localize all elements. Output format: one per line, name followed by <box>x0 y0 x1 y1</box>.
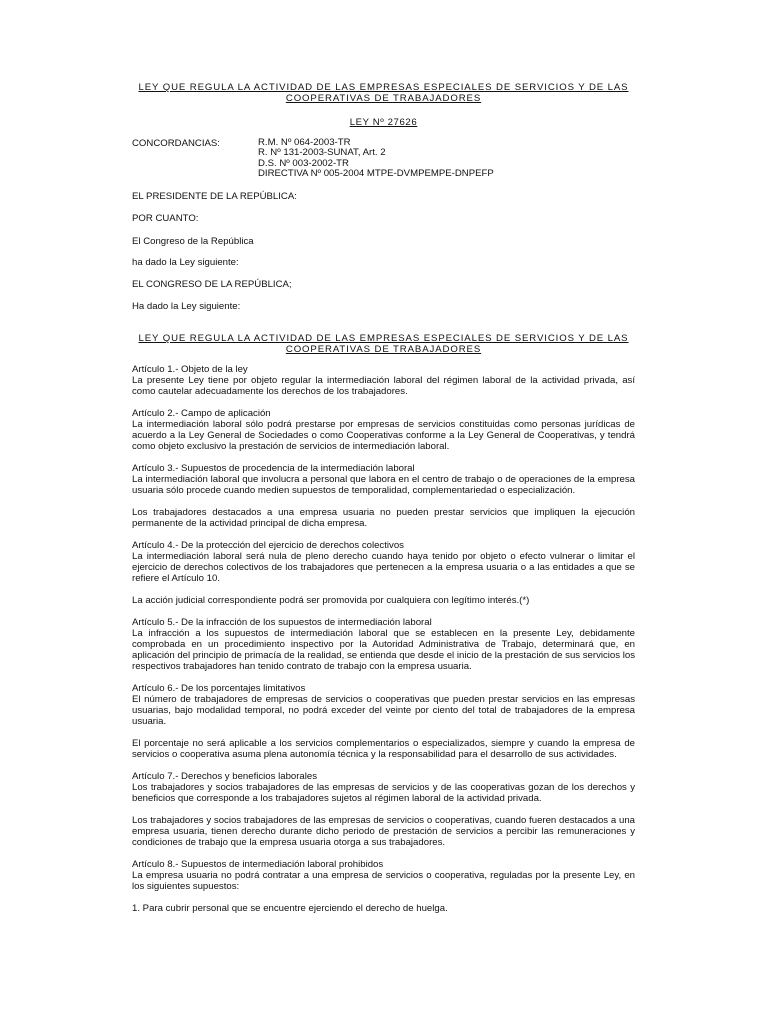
article-4-text-2: La acción judicial correspondiente podrá ser promovida por cualquiera con legítimo interés.(*) <box>132 595 530 606</box>
preamble-ha-dado-2: Ha dado la Ley siguiente: <box>132 301 241 312</box>
concordancias <box>132 138 635 179</box>
article-4-heading: Artículo 4.- De la protección del ejercicio de derechos colectivos <box>132 540 404 551</box>
article-8-heading: Artículo 8.- Supuestos de intermediación laboral prohibidos <box>132 859 384 870</box>
article-2-heading: Artículo 2.- Campo de aplicación <box>132 408 271 419</box>
article-1-text: La presente Ley tiene por objeto regular la intermediación laboral del régimen laboral de la actividad privada, así como cautelar adecuadamente los derechos de los trabajadores. <box>132 375 635 397</box>
article-3-heading: Artículo 3.- Supuestos de procedencia de la intermediación laboral <box>132 463 415 474</box>
preamble-congreso: El Congreso de la República <box>132 236 254 247</box>
preamble-por-cuanto: POR CUANTO: <box>132 213 199 224</box>
article-5-text: La infracción a los supuestos de intermediación laboral que se establecen en la presente Ley, debidamente comprobada en un procedimiento inspectivo por la Autoridad Administrativa de Trabajo, determinará que, en aplicación del principio de primacía de la realidad, se entienda que desde el inicio de la prestación de sus servicios los respectivos trabajadores han tenido contrato de trabajo con la empresa usuaria. <box>132 628 635 672</box>
article-2-text: La intermediación laboral sólo podrá prestarse por empresas de servicios constituidas como personas jurídicas de acuerdo a la Ley General de Sociedades o como Cooperativas conforme a la Ley General de Cooperativas, y tendrá como objeto exclusivo la prestación de servicios de intermediación laboral. <box>132 419 635 452</box>
preamble-congreso-caps: EL CONGRESO DE LA REPÚBLICA; <box>132 279 292 290</box>
preamble-presidente: EL PRESIDENTE DE LA REPÚBLICA: <box>132 191 297 202</box>
article-5-heading: Artículo 5.- De la infracción de los supuestos de intermediación laboral <box>132 617 432 628</box>
document-title: LEY QUE REGULA LA ACTIVIDAD DE LAS EMPRESAS ESPECIALES DE SERVICIOS Y DE LAS COOPERATIVAS DE TRABAJADORES <box>138 82 629 104</box>
articles <box>132 364 635 914</box>
article-3-text-1: La intermediación laboral que involucra a personal que labora en el centro de trabajo o de operaciones de la empresa usuaria sólo procede cuando medien supuestos de temporalidad, complementariedad o especialización. <box>132 474 635 496</box>
article-4-text-1: La intermediación laboral será nula de pleno derecho cuando haya tenido por objeto o efecto vulnerar o limitar el ejercicio de derechos colectivos de los trabajadores que pertenecen a la empresa usuaria o a las entidades a que se refiere el Artículo 10. <box>132 551 635 584</box>
concordancia-item: R. Nº 131-2003-SUNAT, Art. 2 <box>258 147 386 159</box>
concordancia-item: DIRECTIVA Nº 005-2004 MTPE-DVMPEMPE-DNPEFP <box>258 167 494 179</box>
concordancia-item: R.M. Nº 064-2003-TR <box>258 137 351 148</box>
article-6-text-1: El número de trabajadores de empresas de servicios o cooperativas que pueden prestar servicios en las empresas usuarias, bajo modalidad temporal, no podrá exceder del veinte por ciento del total de trabajadores de la empresa usuaria. <box>132 694 635 727</box>
law-title-repeat: LEY QUE REGULA LA ACTIVIDAD DE LAS EMPRESAS ESPECIALES DE SERVICIOS Y DE LAS COOPERATIVAS DE TRABAJADORES <box>138 333 629 355</box>
article-7-text-2: Los trabajadores y socios trabajadores de las empresas de servicios o cooperativas, cuando fueren destacados a una empresa usuaria, tienen derecho durante dicho periodo de prestación de servicios a percibir las remuneraciones y condiciones de trabajo que la empresa usuaria otorga a sus trabajadores. <box>132 815 635 848</box>
preamble-ha-dado: ha dado la Ley siguiente: <box>132 257 239 268</box>
article-6-heading: Artículo 6.- De los porcentajes limitativos <box>132 683 306 694</box>
article-8-item-1: 1. Para cubrir personal que se encuentre ejerciendo el derecho de huelga. <box>132 903 448 914</box>
concordancias-label: CONCORDANCIAS: <box>132 138 220 149</box>
article-7-text-1: Los trabajadores y socios trabajadores de las empresas de servicios y de las cooperativas gozan de los derechos y beneficios que corresponde a los trabajadores sujetos al régimen laboral de la actividad privada. <box>132 782 635 804</box>
article-7-heading: Artículo 7.- Derechos y beneficios laborales <box>132 771 318 782</box>
article-1-heading: Artículo 1.- Objeto de la ley <box>132 364 248 375</box>
law-number: LEY Nº 27626 <box>349 117 418 128</box>
article-8-text: La empresa usuaria no podrá contratar a una empresa de servicios o cooperativa, reguladas por la presente Ley, en los siguientes supuestos: <box>132 870 635 892</box>
concordancia-item: D.S. Nº 003-2002-TR <box>258 157 349 169</box>
article-6-text-2: El porcentaje no será aplicable a los servicios complementarios o especializados, siempre y cuando la empresa de servicios o cooperativa asuma plena autonomía técnica y la responsabilidad para el desarrollo de sus actividades. <box>132 738 635 760</box>
concordancias-list <box>258 138 494 179</box>
article-3-text-2: Los trabajadores destacados a una empresa usuaria no pueden prestar servicios que impliquen la ejecución permanente de la actividad principal de dicha empresa. <box>132 507 635 529</box>
